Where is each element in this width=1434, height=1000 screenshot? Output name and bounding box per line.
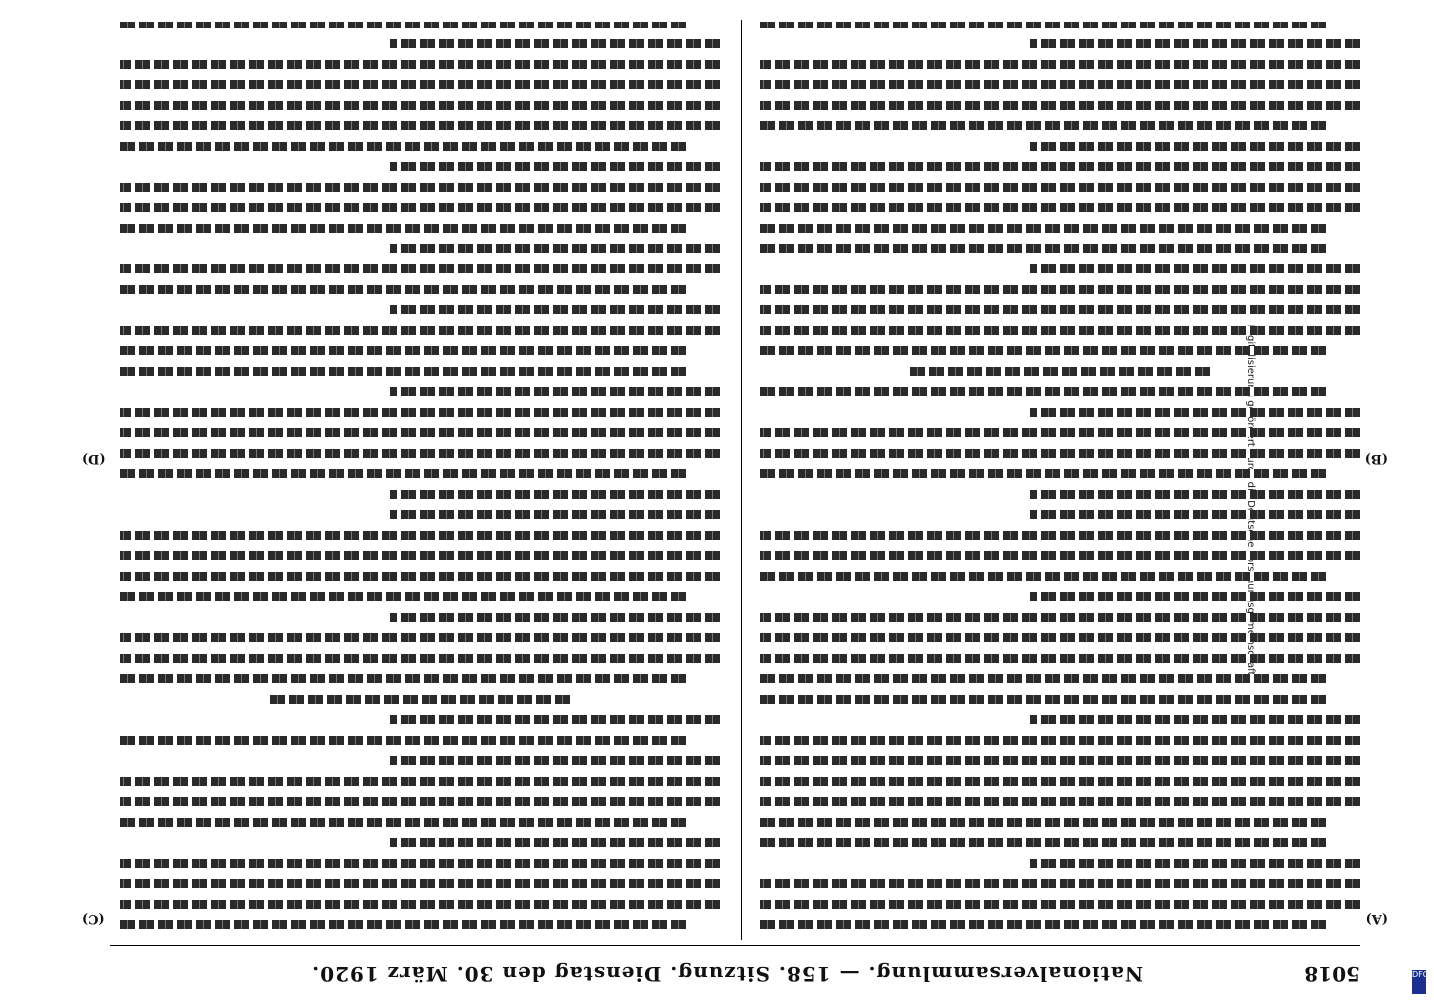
funding-text: Digitalisierung gefördert durch die Deutsche Forschungsgemeinschaft: [1245, 324, 1257, 676]
text-line: [760, 155, 1360, 171]
text-line: [120, 565, 720, 581]
text-line: [120, 401, 720, 417]
page-header: [110, 945, 1360, 986]
text-line: [760, 524, 1360, 540]
paragraph: [120, 22, 720, 28]
text-line: [120, 134, 720, 150]
paragraph: [120, 483, 720, 602]
text-line: [120, 503, 720, 519]
text-line: [760, 462, 1360, 478]
page-number: 5018: [1304, 962, 1360, 986]
text-line: [120, 647, 720, 663]
paragraph: [760, 851, 1360, 929]
margin-marker-b: (B): [1364, 451, 1388, 466]
paragraph: [760, 585, 1360, 704]
text-line: [120, 851, 720, 867]
text-line: [760, 728, 1360, 744]
text-line: [760, 175, 1360, 191]
text-line: [760, 237, 1360, 253]
text-column-left: [760, 22, 1360, 932]
text-column-right: [120, 22, 720, 932]
text-line: [120, 626, 720, 642]
paragraph: [120, 155, 720, 294]
text-line: [120, 462, 720, 478]
paragraph: [760, 483, 1360, 581]
text-line: [120, 524, 720, 540]
text-line: [760, 114, 1360, 130]
text-line: [120, 93, 720, 109]
text-line: [760, 257, 1360, 273]
text-line: [760, 339, 1360, 355]
text-line: [120, 585, 720, 601]
paragraph: [120, 32, 720, 151]
text-line: [760, 810, 1360, 826]
text-line: [760, 216, 1360, 232]
text-line: [760, 790, 1360, 806]
text-line: [120, 810, 720, 826]
text-line: [120, 483, 720, 499]
text-line: [120, 257, 720, 273]
text-line: [120, 872, 720, 888]
running-head: Nationalversammlung. — 158. Sitzung. Dienstag den 30. März 1920.: [311, 962, 1144, 986]
text-line: [120, 298, 720, 314]
text-line: [760, 708, 1360, 724]
text-line: [120, 216, 720, 232]
text-line: [760, 319, 1360, 335]
text-line: [120, 339, 720, 355]
text-line: [120, 319, 720, 335]
column-divider: [741, 20, 742, 940]
text-line: [760, 851, 1360, 867]
paragraph: [120, 831, 720, 929]
text-line: [760, 872, 1360, 888]
text-line: [760, 421, 1360, 437]
page-sheet: [80, 14, 1390, 986]
paragraph: [760, 708, 1360, 847]
text-line: [760, 380, 1360, 396]
text-line: [760, 73, 1360, 89]
text-line: [120, 22, 720, 28]
text-line: [120, 175, 720, 191]
text-line: [760, 196, 1360, 212]
text-line: [120, 73, 720, 89]
text-line: [760, 831, 1360, 847]
margin-marker-a: (A): [1365, 911, 1388, 926]
text-line: [120, 32, 720, 48]
paragraph: [120, 380, 720, 478]
text-line: [760, 585, 1360, 601]
margin-marker-d: (D): [82, 451, 106, 466]
text-line: [760, 544, 1360, 560]
text-line: [120, 421, 720, 437]
text-line: [120, 606, 720, 622]
text-line: [760, 134, 1360, 150]
paragraph: [760, 401, 1360, 479]
text-line: [760, 401, 1360, 417]
text-line: [120, 708, 720, 724]
text-line: [760, 626, 1360, 642]
text-line: [120, 442, 720, 458]
text-line: [760, 749, 1360, 765]
text-line: [120, 380, 720, 396]
text-line: [760, 22, 1360, 28]
text-line: [760, 769, 1360, 785]
text-line: [120, 237, 720, 253]
text-line: [120, 790, 720, 806]
text-line: [760, 442, 1360, 458]
paragraph: [760, 32, 1360, 130]
text-line: [760, 52, 1360, 68]
text-line: [760, 667, 1360, 683]
paragraph: [120, 606, 720, 745]
text-line: [120, 667, 720, 683]
text-line: [120, 913, 720, 929]
text-line: [760, 687, 1360, 703]
paragraph: [760, 22, 1360, 28]
text-line: [760, 606, 1360, 622]
paragraph: [120, 749, 720, 827]
text-line: [760, 913, 1360, 929]
margin-marker-c: (C): [82, 911, 105, 926]
text-line: [120, 831, 720, 847]
text-line: [760, 483, 1360, 499]
text-line: [120, 728, 720, 744]
text-line: [760, 360, 1360, 376]
text-line: [760, 32, 1360, 48]
text-line: [120, 114, 720, 130]
text-line: [120, 278, 720, 294]
text-line: [120, 769, 720, 785]
text-line: [120, 892, 720, 908]
text-line: [760, 647, 1360, 663]
text-line: [760, 93, 1360, 109]
text-line: [120, 196, 720, 212]
text-line: [120, 52, 720, 68]
text-line: [760, 565, 1360, 581]
text-line: [760, 503, 1360, 519]
dfg-logo-icon: DFG: [1412, 970, 1426, 994]
text-line: [120, 360, 720, 376]
text-line: [760, 298, 1360, 314]
text-line: [120, 544, 720, 560]
paragraph: [120, 298, 720, 376]
text-line: [760, 892, 1360, 908]
text-line: [120, 155, 720, 171]
text-line: [120, 749, 720, 765]
text-line: [120, 687, 720, 703]
paragraph: [760, 257, 1360, 396]
paragraph: [760, 134, 1360, 253]
text-line: [760, 278, 1360, 294]
